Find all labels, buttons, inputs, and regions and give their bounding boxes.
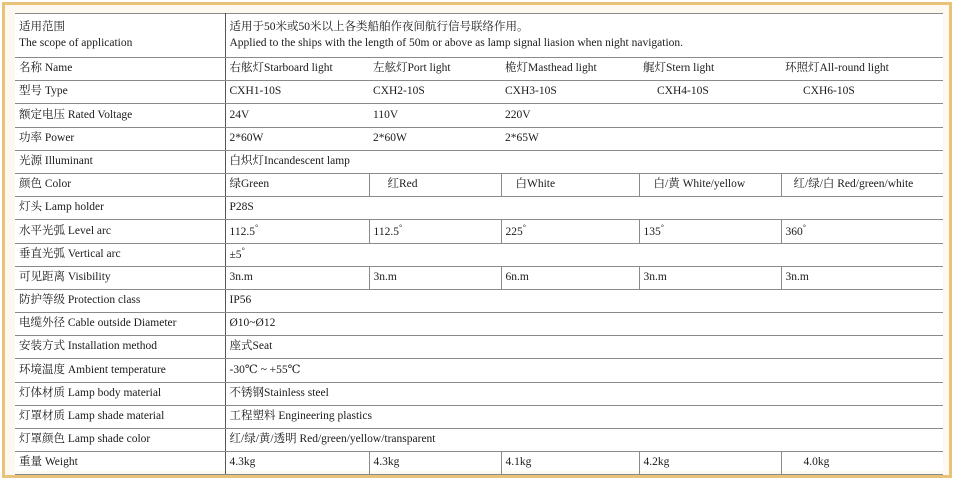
row-body-material <box>15 382 943 405</box>
name-cell: 艉灯Stern light <box>639 58 781 81</box>
type-cell: CXH3-10S <box>501 81 639 104</box>
ambient-value: -30℃ ~ +55℃ <box>225 359 943 382</box>
type-cell: CXH2-10S <box>369 81 501 104</box>
row-cable <box>15 313 943 336</box>
installation-label: 安装方式 Installation method <box>15 336 225 359</box>
name-label: 名称 Name <box>15 58 225 81</box>
level-arc-cell: 112.5° <box>225 220 369 243</box>
row-shade-material <box>15 405 943 428</box>
weight-cell: 4.3kg <box>225 452 369 475</box>
name-cell: 右舷灯Starboard light <box>225 58 369 81</box>
voltage-label: 额定电压 Rated Voltage <box>15 104 225 127</box>
spec-sheet <box>15 13 943 471</box>
color-cell: 白/黄 White/yellow <box>639 173 781 196</box>
name-cell: 桅灯Masthead light <box>501 58 639 81</box>
color-cell: 红/绿/白 Red/green/white <box>781 173 943 196</box>
holder-value: P28S <box>225 197 943 220</box>
power-label: 功率 Power <box>15 127 225 150</box>
level-arc-label: 水平光弧 Level arc <box>15 220 225 243</box>
cable-value: Ø10~Ø12 <box>225 313 943 336</box>
type-cell: CXH4-10S <box>639 81 781 104</box>
visibility-cell: 3n.m <box>639 266 781 289</box>
visibility-label: 可见距离 Visibility <box>15 266 225 289</box>
power-cell: 2*65W <box>501 127 639 150</box>
power-cell: 2*60W <box>225 127 369 150</box>
shade-color-label: 灯罩颜色 Lamp shade color <box>15 429 225 452</box>
row-voltage <box>15 104 943 127</box>
scope-value-en: Applied to the ships with the length of 50m or above as lamp signal liasion when night navigation. <box>229 36 684 49</box>
row-vertical-arc <box>15 243 943 266</box>
body-material-label: 灯体材质 Lamp body material <box>15 382 225 405</box>
row-ambient <box>15 359 943 382</box>
visibility-cell: 3n.m <box>781 266 943 289</box>
illuminant-value: 白炽灯Incandescent lamp <box>225 150 943 173</box>
cable-label: 电缆外径 Cable outside Diameter <box>15 313 225 336</box>
type-cell: CXH1-10S <box>225 81 369 104</box>
type-cell: CXH6-10S <box>781 81 943 104</box>
visibility-cell: 6n.m <box>501 266 639 289</box>
shade-material-label: 灯罩材质 Lamp shade material <box>15 405 225 428</box>
row-protection <box>15 289 943 312</box>
weight-label: 重量 Weight <box>15 452 225 475</box>
row-power <box>15 127 943 150</box>
protection-label: 防护等级 Protection class <box>15 289 225 312</box>
level-arc-cell: 135° <box>639 220 781 243</box>
body-material-value: 不锈钢Stainless steel <box>225 382 943 405</box>
level-arc-cell: 225° <box>501 220 639 243</box>
level-arc-cell: 112.5° <box>369 220 501 243</box>
vertical-arc-label: 垂直光弧 Vertical arc <box>15 243 225 266</box>
row-weight <box>15 452 943 475</box>
visibility-cell: 3n.m <box>225 266 369 289</box>
row-illuminant <box>15 150 943 173</box>
voltage-cell: 110V <box>369 104 501 127</box>
ambient-label: 环境温度 Ambient temperature <box>15 359 225 382</box>
scope-value <box>225 14 943 58</box>
row-installation <box>15 336 943 359</box>
scope-value-zh: 适用于50米或50米以上各类船舶作夜间航行信号联络作用。 <box>229 20 529 33</box>
voltage-cell: 24V <box>225 104 369 127</box>
power-cell: 2*60W <box>369 127 501 150</box>
spec-frame <box>2 2 952 478</box>
shade-color-value: 红/绿/黄/透明 Red/green/yellow/transparent <box>225 429 943 452</box>
name-cell: 左舷灯Port light <box>369 58 501 81</box>
holder-label: 灯头 Lamp holder <box>15 197 225 220</box>
visibility-cell: 3n.m <box>369 266 501 289</box>
color-cell: 白White <box>501 173 639 196</box>
color-cell: 绿Green <box>225 173 369 196</box>
installation-value: 座式Seat <box>225 336 943 359</box>
scope-label-zh: 适用范围 <box>19 20 65 33</box>
voltage-cell: 220V <box>501 104 639 127</box>
row-level-arc <box>15 220 943 243</box>
color-cell: 红Red <box>369 173 501 196</box>
row-name <box>15 58 943 81</box>
protection-value: IP56 <box>225 289 943 312</box>
row-shade-color <box>15 429 943 452</box>
weight-cell: 4.0kg <box>781 452 943 475</box>
color-label: 颜色 Color <box>15 173 225 196</box>
type-label: 型号 Type <box>15 81 225 104</box>
level-arc-cell: 360° <box>781 220 943 243</box>
vertical-arc-value: ±5° <box>225 243 943 266</box>
row-visibility <box>15 266 943 289</box>
shade-material-value: 工程塑料 Engineering plastics <box>225 405 943 428</box>
row-color <box>15 173 943 196</box>
scope-label-en: The scope of application <box>19 36 133 49</box>
row-scope <box>15 14 943 58</box>
row-holder <box>15 197 943 220</box>
spec-table <box>15 13 943 475</box>
row-type <box>15 81 943 104</box>
illuminant-label: 光源 Illuminant <box>15 150 225 173</box>
weight-cell: 4.1kg <box>501 452 639 475</box>
weight-cell: 4.3kg <box>369 452 501 475</box>
scope-label <box>15 14 225 58</box>
name-cell: 环照灯All-round light <box>781 58 943 81</box>
weight-cell: 4.2kg <box>639 452 781 475</box>
